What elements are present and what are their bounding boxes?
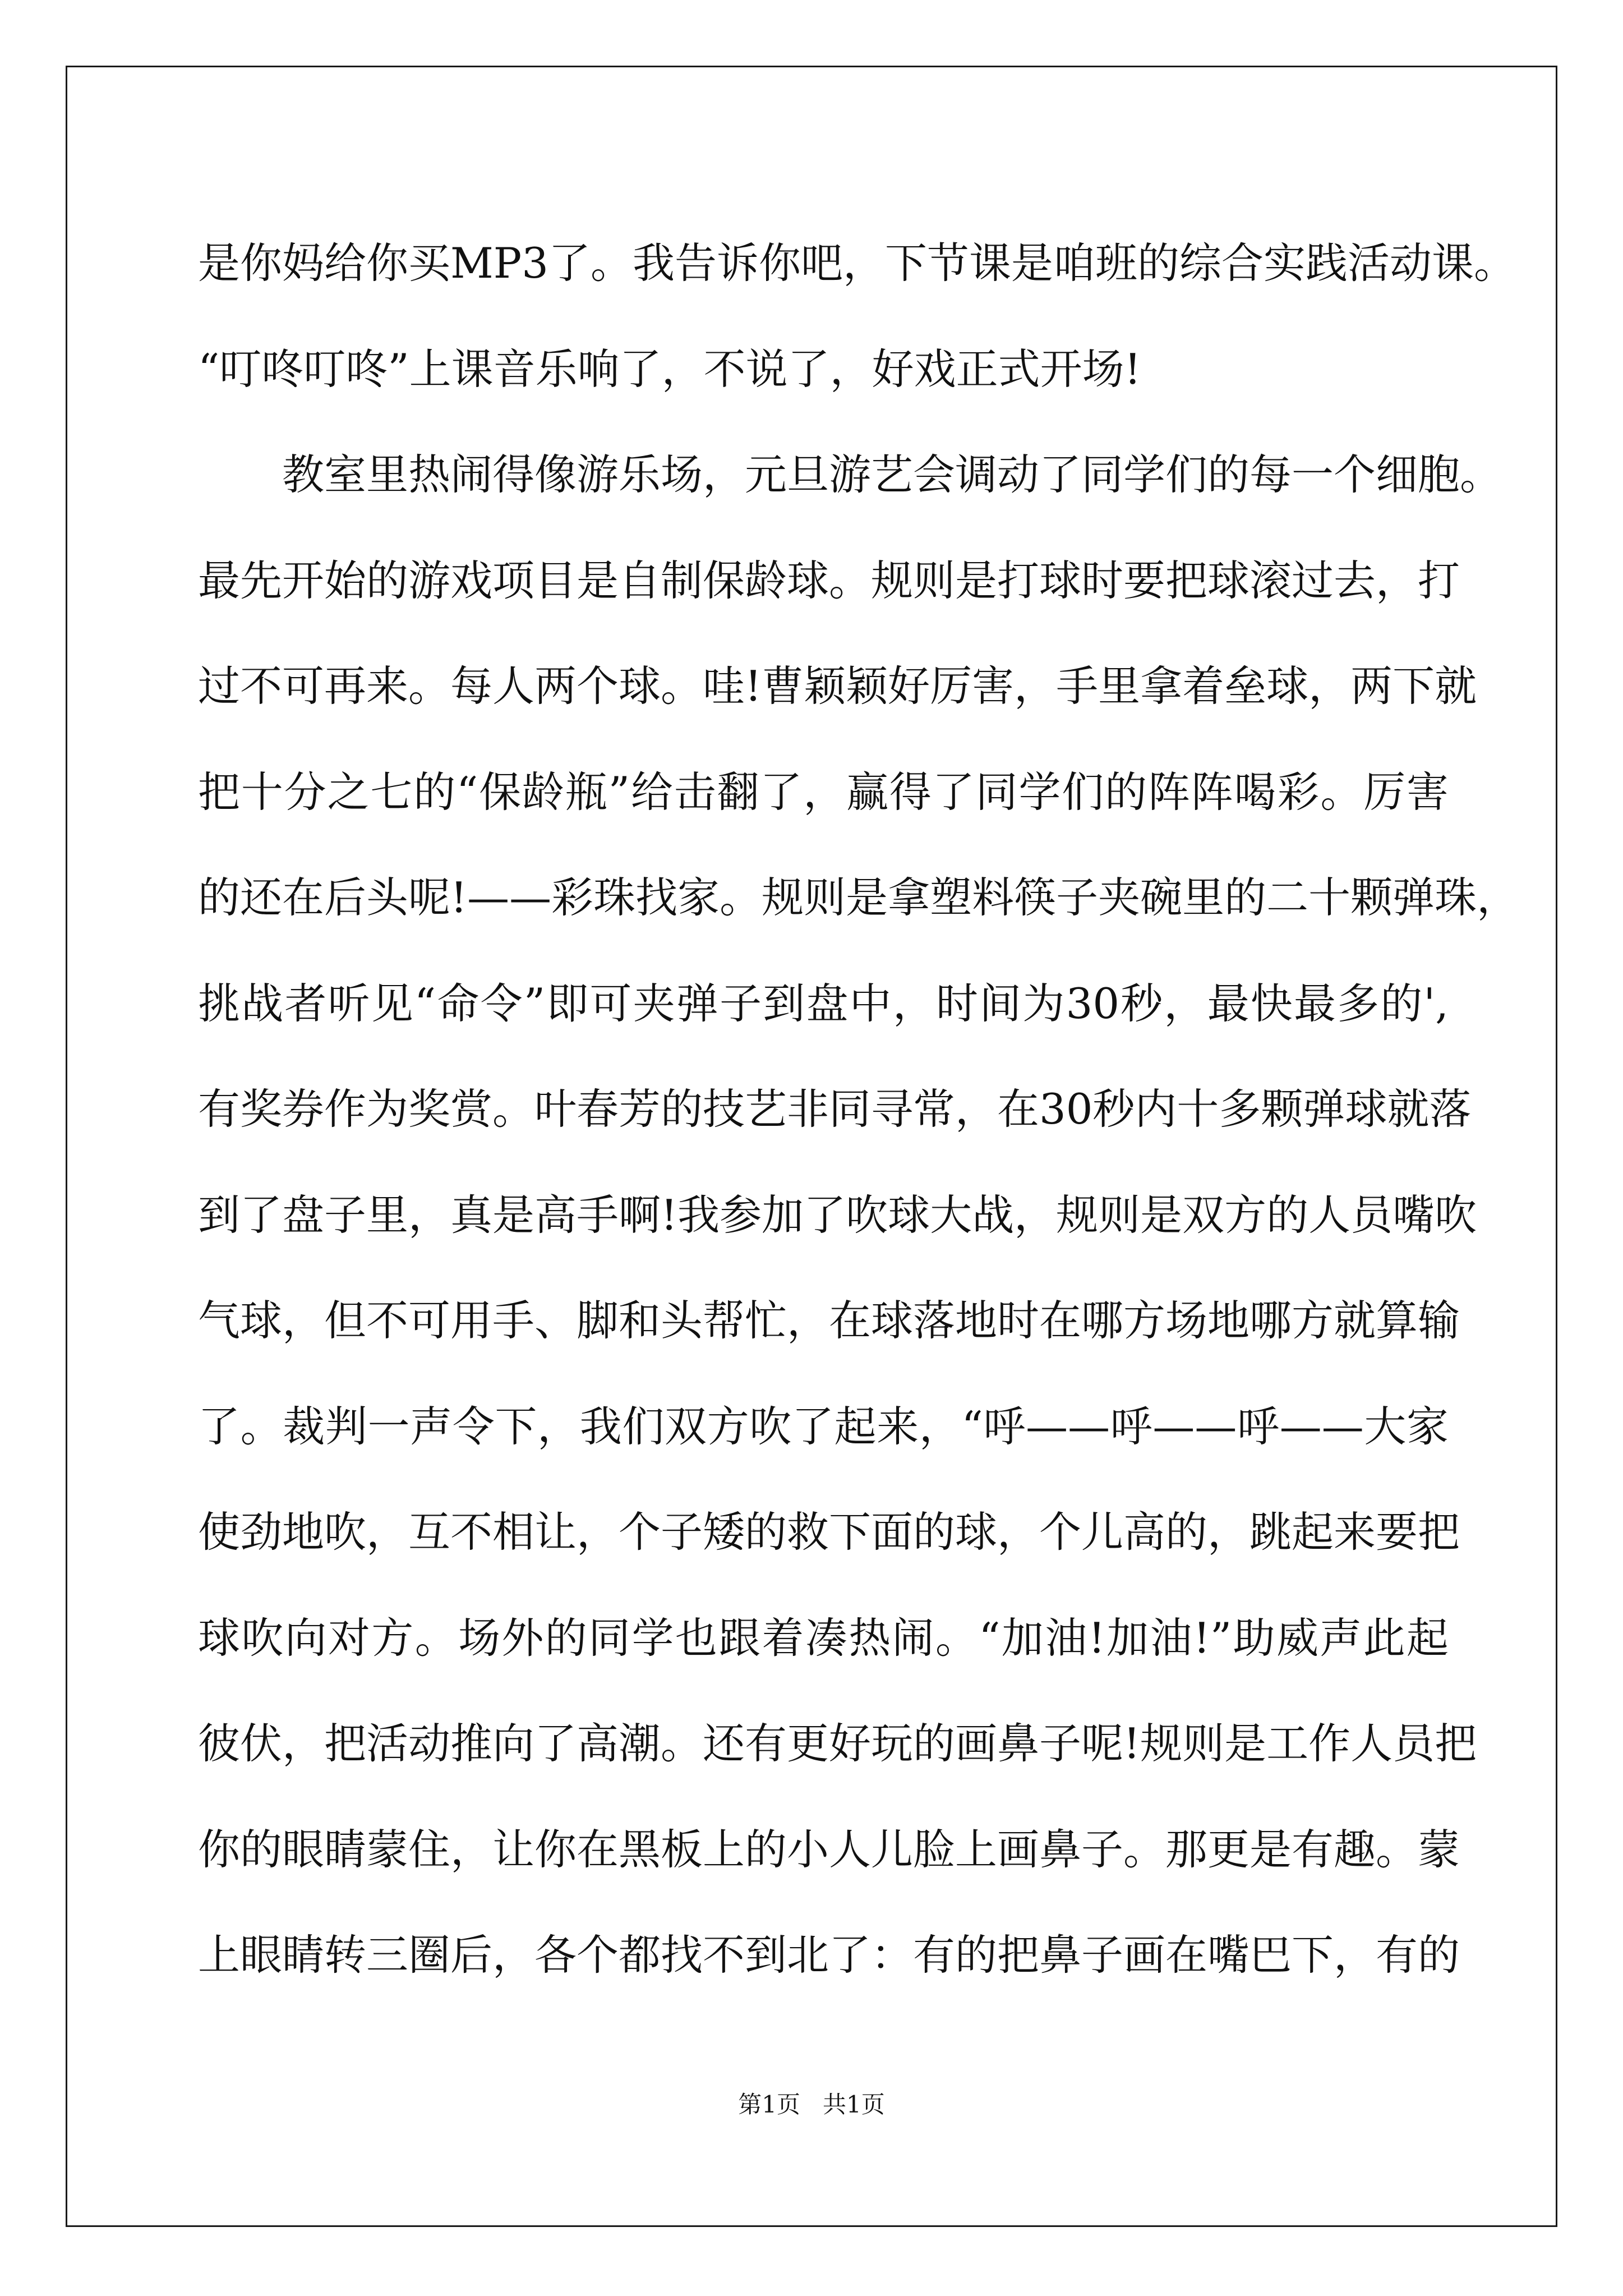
- text-line-1: 是你妈给你买MP3了。我告诉你吧，下节课是咱班的综合实践活动课。: [198, 238, 1516, 288]
- text-line-5: 过不可再来。每人两个球。哇!曹颖颖好厉害，手里拿着垒球，两下就: [198, 661, 1477, 711]
- text-line-12: 了。裁判一声令下，我们双方吹了起来，“呼——呼——呼——大家: [198, 1401, 1449, 1451]
- text-line-3: 教室里热闹得像游乐场，元旦游艺会调动了同学们的每一个细胞。: [282, 450, 1502, 499]
- text-line-7: 的还在后头呢!——彩珠找家。规则是拿塑料筷子夹碗里的二十颗弹珠，: [198, 873, 1519, 922]
- footer-spacer: [800, 2091, 823, 2118]
- text-line-14: 球吹向对方。场外的同学也跟着凑热闹。“加油!加油!”助威声此起: [198, 1613, 1449, 1663]
- page-number-label: 第1页: [738, 2091, 800, 2118]
- text-line-9: 有奖券作为奖赏。叶春芳的技艺非同寻常，在30秒内十多颗弹球就落: [198, 1084, 1472, 1134]
- text-line-10: 到了盘子里，真是高手啊!我参加了吹球大战，规则是双方的人员嘴吹: [198, 1190, 1477, 1240]
- document-body: [198, 210, 1519, 2008]
- text-line-16: 你的眼睛蒙住，让你在黑板上的小人儿脸上画鼻子。那更是有趣。蒙: [198, 1824, 1460, 1874]
- page-footer: [0, 2088, 1623, 2122]
- text-line-2: “叮咚叮咚”上课音乐响了，不说了，好戏正式开场!: [198, 344, 1141, 394]
- text-line-8: 挑战者听见“命令”即可夹弹子到盘中，时间为30秒，最快最多的',: [198, 978, 1449, 1028]
- text-line-15: 彼伏，把活动推向了高潮。还有更好玩的画鼻子呢!规则是工作人员把: [198, 1719, 1477, 1768]
- text-line-6: 把十分之七的“保龄瓶”给击翻了，赢得了同学们的阵阵喝彩。厉害: [198, 767, 1449, 817]
- total-pages-label: 共1页: [823, 2091, 885, 2118]
- text-line-13: 使劲地吹，互不相让，个子矮的救下面的球，个儿高的，跳起来要把: [198, 1507, 1460, 1557]
- text-line-11: 气球，但不可用手、脚和头帮忙，在球落地时在哪方场地哪方就算输: [198, 1296, 1460, 1345]
- text-line-17: 上眼睛转三圈后，各个都找不到北了：有的把鼻子画在嘴巴下，有的: [198, 1930, 1460, 1980]
- text-line-4: 最先开始的游戏项目是自制保龄球。规则是打球时要把球滚过去，打: [198, 555, 1460, 605]
